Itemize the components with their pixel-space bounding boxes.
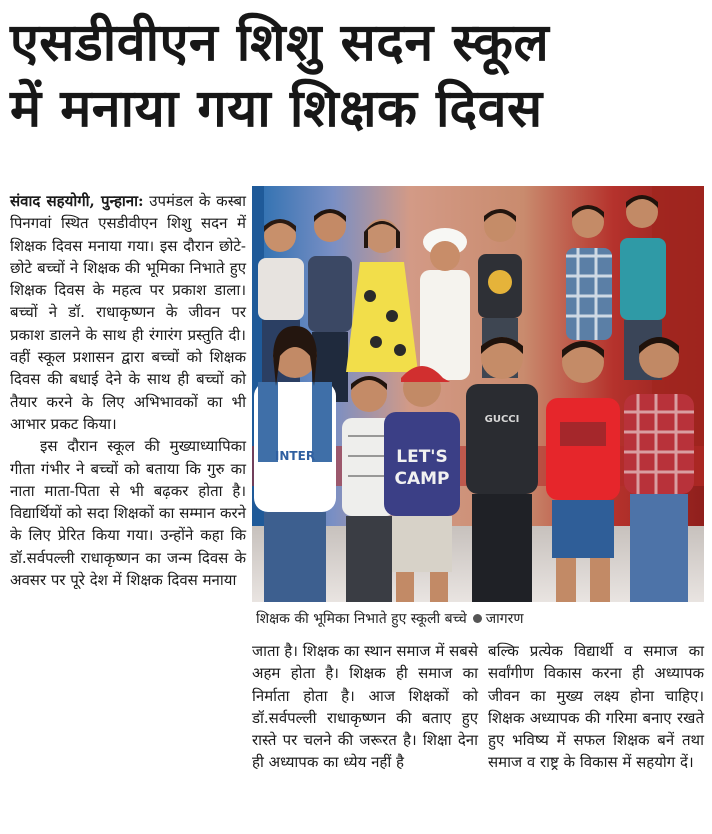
article-column-3: [488, 640, 704, 774]
caption-text: शिक्षक की भूमिका निभाते हुए स्कूली बच्चे: [256, 611, 467, 627]
paragraph-2: इस दौरान स्कूल की मुख्याध्यापिका गीता गंभीर ने बच्चों को बताया कि गुरु का नाता माता-पिता से भी बढ़कर होता है। विद्यार्थियों को सदा शिक्षकों का सम्मान करने के लिए प्रेरित किया गया। उन्होंने कहा कि डॉ.सर्वपल्ली राधाकृष्णन का जन्म दिवस के अवसर पर पूरे देश में शिक्षक दिवस मनाया: [10, 437, 246, 590]
news-photo: [252, 186, 704, 602]
shirt-text-inter: INTER: [274, 449, 316, 463]
headline-line-1: एसडीवीएन शिशु सदन स्कूल: [10, 13, 550, 73]
shirt-text-camp: CAMP: [394, 469, 450, 489]
paragraph-1: उपमंडल के कस्बा पिनगवां स्थित एसडीवीएन शिशु सदन में शिक्षक दिवस मनाया गया। इस दौरान छोटे-छोटे बच्चों ने शिक्षक की भूमिका निभाते हुए शिक्षक दिवस के महत्व पर प्रकाश डाला। बच्चों ने डॉ. राधाकृष्णन के जीवन पर प्रकाश डालने के साथ ही रंगारंग प्रस्तुति दी। वहीं स्कूल प्रशासन द्वारा बच्चों को शिक्षक दिवस की बधाई देने के साथ ही बच्चों को तैयार करने के लिए अभिभावकों का भी आभार प्रकट किया।: [10, 192, 246, 433]
headline-line-2: में मनाया गया शिक्षक दिवस: [10, 79, 543, 139]
bullet-dot-icon: [473, 614, 482, 623]
shirt-text-lets: LET'S: [396, 447, 448, 467]
article-column-2: [252, 640, 478, 774]
headline: [10, 10, 702, 142]
photo-caption: [256, 606, 704, 632]
photo-credit: जागरण: [485, 611, 524, 627]
column-2-text: जाता है। शिक्षक का स्थान समाज में सबसे अहम होता है। शिक्षक ही समाज का निर्माता होता है। आज शिक्षकों को डॉ.सर्वपल्ली राधाकृष्णन की बताए हुए रास्ते पर चलने की जरूरत है। शिक्षा देना ही अध्यापक का ध्येय नहीं है: [252, 642, 478, 772]
dateline: संवाद सहयोगी, पुन्हाना:: [10, 192, 144, 210]
article-column-1: [10, 190, 246, 591]
column-3-text: बल्कि प्रत्येक विद्यार्थी व समाज का सर्वांगीण विकास करना ही अध्यापक जीवन का मुख्य लक्ष्य होना चाहिए। शिक्षक अध्यापक की गरिमा बनाए रखते हुए भविष्य में सफल शिक्षक बनें तथा समाज व राष्ट्र के विकास में सहयोग दें।: [488, 642, 704, 772]
children-group-photo: [252, 186, 704, 602]
shirt-text-gucci: GUCCI: [484, 414, 520, 425]
